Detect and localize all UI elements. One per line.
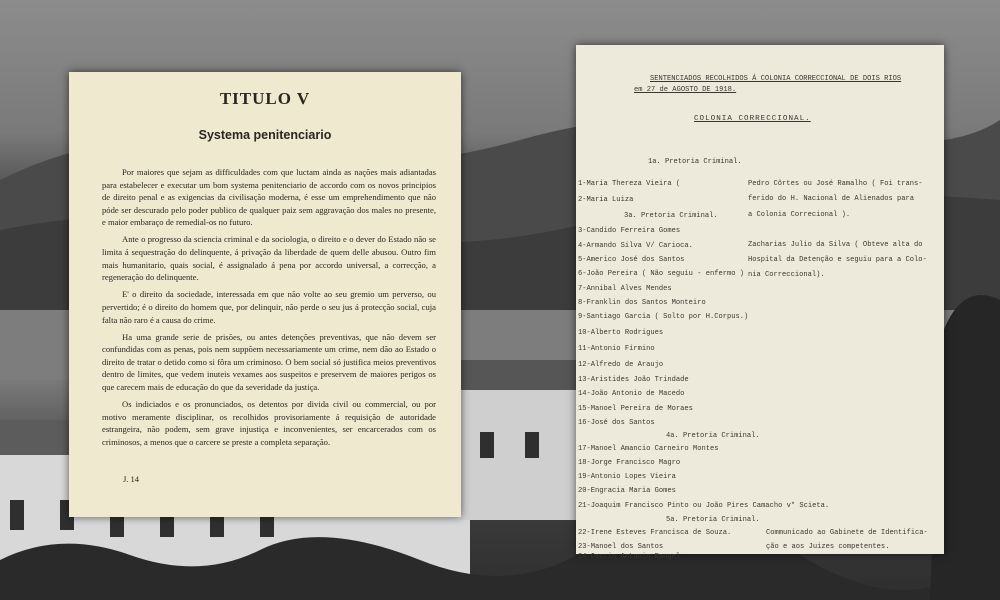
paragraph-5: Os indiciados e os pronunciados, os detentos por divida civil ou commercial, ou por motivo meramente disciplinar, os recolhidos provisoriamente á requisição de autoridade estrangeira, não podem, sem grave injustiça e inconvenientes, ser encarcerados com os criminosos, a menos que o carcere se preste a completa separação. [102, 399, 436, 447]
list-item: 16-José dos Santos [578, 419, 655, 427]
list-item: 8-Franklin dos Santos Monteiro [578, 299, 706, 307]
list-item: 21-Joaquim Francisco Pinto ou João Pires Camacho v* Scieta. [578, 502, 830, 510]
footer-note-line: Communicado ao Gabinete de Identifica- [766, 529, 928, 537]
paragraph-2: Ante o progresso da sciencia criminal e da sociologia, o direito e o dever do Estado não se limita á sequestração do delinquente, á privação da liberdade de quem delle abusou. Outro fim mais humanitario, quais social, é assignalado á pena por accordo universal, a correcção, a regeneração do delinquente. [102, 234, 436, 283]
document-body [102, 166, 436, 453]
right-document-page [576, 45, 944, 561]
note-line: Hospital da Detenção e seguiu para a Colo- [748, 256, 927, 264]
list-item: 14-João Antonio de Macedo [578, 390, 685, 398]
pretoria-heading-1: 1a. Pretoria Criminal. [648, 158, 742, 166]
list-item: 12-Alfredo de Araujo [578, 361, 664, 369]
pretoria-heading-4: 4a. Pretoria Criminal. [666, 432, 760, 440]
list-item: 11-Antonio Firmino [578, 345, 655, 353]
section-title: COLONIA CORRECCIONAL. [694, 115, 811, 123]
list-item: 24-Oscrio Antonio Rangel. [578, 553, 685, 561]
list-item: 3-Candido Ferreira Gomes [578, 227, 681, 235]
left-document-page [69, 72, 461, 517]
note-line: nia Correccional). [748, 271, 825, 279]
pretoria-heading-3: 3a. Pretoria Criminal. [624, 212, 718, 220]
note-line: Pedro Côrtes ou José Ramalho ( Foi trans- [748, 180, 923, 188]
list-item: 2-Maria Luiza [578, 196, 634, 204]
list-item: 23-Manoel dos Santos [578, 543, 664, 551]
list-item: 6-João Pereira ( Não seguiu - enfermo ) [578, 270, 745, 278]
list-item: 10-Alberto Rodrigues [578, 329, 664, 337]
page-number: J. 14 [123, 474, 140, 484]
list-item: 20-Engracia Maria Gomes [578, 487, 676, 495]
list-item: 22-Irene Esteves Francisca de Souza. [578, 529, 732, 537]
note-line: a Colonia Correcional ). [748, 211, 851, 219]
list-item: 5-Americo José dos Santos [578, 256, 685, 264]
pretoria-heading-5: 5a. Pretoria Criminal. [666, 516, 760, 524]
footer-note-line: ção e aos Juizes competentes. [766, 543, 890, 551]
paragraph-4: Ha uma grande serie de prisões, ou antes detenções preventivas, que não devem ser confundidas com as penas, pois nem suppõem necessariamente um crime, nem dão ao Estado o direito de tratar o detido como si fôra um criminoso. O bem social só justifica meios preventivos dentro de limites, que vedem inuteis vexames aos suspeitos e preservem de maiores perigos os que carecem mais de educação do que da severidade da justiça. [102, 331, 436, 392]
list-item: 4-Armando Silva V/ Carioca. [578, 242, 693, 250]
paragraph-3: E' o direito da sociedade, interessada em que não volte ao seu gremio um perverso, ou pervertido; é o direito do homem que, por delinquir, não perde o seu jus á protecção social, cuja falta não raro é a causa do crime. [102, 289, 436, 325]
note-line: ferido do H. Nacional de Alienados para [748, 195, 915, 203]
heading-line-2: em 27 de AGOSTO DE 1918. [634, 86, 737, 94]
list-item: 1-Maria Thereza Vieira ( [578, 180, 681, 188]
list-item: 17-Manoel Amancio Carneiro Montes [578, 445, 719, 453]
paragraph-1: Por maiores que sejam as difficuldades com que luctam ainda as nações mais adiantadas para estabelecer e executar um bom systema penitenciario de accordo com os novos principios de direito penal e as exigencias da civilisação moderna, é esse um emprehendimento que não póde ser descurado pelo poder publico de qualquer paiz sem aggravação dos males no presente, e maior embaraço de remedial-os no futuro. [102, 167, 436, 228]
list-item: 9-Santiago Garcia ( Solto por H.Corpus.) [578, 313, 749, 321]
list-item: 18-Jorge Francisco Magro [578, 459, 681, 467]
document-subtitle: Systema penitenciario [198, 128, 332, 142]
document-title: TITULO V [219, 89, 311, 108]
list-item: 15-Manoel Pereira de Moraes [578, 405, 693, 413]
list-item: 19-Antonio Lopes Vieira [578, 473, 676, 481]
heading-line-1: SENTENCIADOS RECOLHIDOS Á COLONIA CORRECCIONAL DE DOIS RIOS [650, 75, 902, 83]
list-item: 7-Annibal Alves Mendes [578, 285, 672, 293]
note-line: Zacharias Julio da Silva ( Obteve alta do [748, 241, 923, 249]
list-item: 13-Aristides João Trindade [578, 376, 689, 384]
